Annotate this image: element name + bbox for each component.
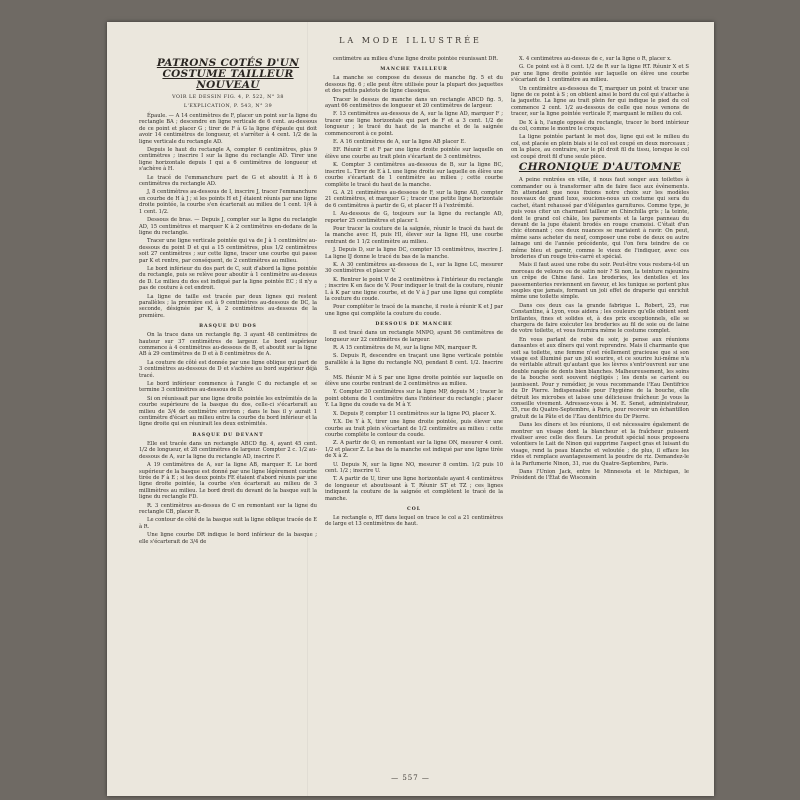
paragraph: Le contour de côté de la basque suit la ligne oblique tracée de E à R. xyxy=(139,517,317,530)
article-title-patrons: PATRONS COTÉS D'UN COSTUME TAILLEUR NOUVEAU xyxy=(156,57,300,91)
paragraph: Le bord inférieur commence à l'angle C du rectangle et se termine 3 centimètres au-dessous de D. xyxy=(139,381,317,394)
paragraph: J. Depuis D, sur la ligne DC, compter 15 centimètres, inscrire J. La ligne IJ donne le tracé du bas de la manche. xyxy=(325,247,503,260)
section-heading: COL xyxy=(407,506,421,512)
paragraph: Y. Compter 30 centimètres sur la ligne MP, depuis M ; tracer le point obtenu de 1 centimètre dans l'intérieur du rectangle ; placer Y. La ligne du coude va de M à Y. xyxy=(325,389,503,409)
paragraph: F. 13 centimètres au-dessous de A, sur la ligne AD, marquer F ; tracer une ligne horizontale qui part de F et a 3 cent. 1/2 de longueur ; le tracé du haut de la manche et de la saignée commenceront à ce point. xyxy=(325,111,503,137)
column-2 xyxy=(325,56,503,766)
closing-note: Dans l'Union Jack, entre le Minnesota et le Michigan, le Président de l'État de Wisconsin xyxy=(511,468,689,482)
paragraph: X. 4 centimètres au-dessus de c, sur la ligne o R, placer x. xyxy=(519,56,672,62)
paragraph: X. Depuis P, compter 11 centimètres sur la ligne PO, placer X. xyxy=(333,410,496,417)
paragraph: A 19 centimètres de A, sur la ligne AB, marquer E. Le bord supérieur de la basque est donné par une ligne légèrement courbe tirée de F à E ; si les deux points FE étaient d'abord réunis par une ligne droite pointée, la courbe s'en écarterait au milieu de 3 millimètres au milieu. Le bord droit du devant de la basque suit la ligne du rectangle FD. xyxy=(139,462,317,501)
paragraph: I. Au-dessous de G, toujours sur la ligne du rectangle AD, reporter 25 centimètres et placer I. xyxy=(325,211,503,224)
paragraph: S. Depuis R, descendre en traçant une ligne verticale pointée parallèle à la ligne du rectangle NO, pendant 8 cent. 1/2. Inscrire S. xyxy=(325,353,503,373)
article-title-chronique: CHRONIQUE D'AUTOMNE xyxy=(518,161,682,174)
paragraph: T. A partir de U, tirer une ligne horizontale ayant 4 centimètres de longueur et aboutissant à T. Réunir ST et TZ ; ces lignes indiquent la couture de la saignée et complètent le tracé de la manche. xyxy=(325,476,503,502)
running-title: LA MODE ILLUSTRÉE xyxy=(339,36,482,45)
paragraph: Un centimètre au-dessous de T, marquer un point et tracer une ligne de ce point à S ; on obtient ainsi le bord du col qui s'attache à la jaquette. La ligne au trait plein fer qui indique le pied du col commence 2 cent. 1/2 au-dessous de celle que nous venons de tracer, sur la ligne pointée verticale F, marquant le milieu du col. xyxy=(511,85,689,118)
paragraph: Épaule. — A 14 centimètres de F, placer un point sur la ligne du rectangle BA ; descendre en ligne verticale de 6 cent. au-dessous de ce point et placer G ; tirer de F à G la ligne d'épaule qui doit avoir 14 centimètres de longueur, et s'arrêter à 4 cent. 1/2 de la ligne verticale du rectangle AD. xyxy=(139,113,317,145)
paragraph: Depuis le haut du rectangle A, compter 6 centimètres, plus 9 centimètres ; inscrire I sur la ligne du rectangle AD. Tirer une ligne horizontale depuis I qui a 6 centimètres de longueur et s'achève à H. xyxy=(139,147,317,173)
paragraph: Si on réunissait par une ligne droite pointée les extrémités de la courbe supérieure de la basque du dos, celle-ci s'écarterait au milieu de 3/4 de centimètre environ ; dans le bas il y aurait 1 centimètre d'écart au milieu entre la courbe du bord inférieur et la ligne droite qui en réunirait les deux extrémités. xyxy=(139,395,317,428)
section-heading: BASQUE DU DOS xyxy=(199,324,257,330)
paragraph: La couture de côté est donnée par une ligne oblique qui part de 3 centimètres au-dessous de D et s'achève au bord supérieur déjà tracé. xyxy=(139,359,317,379)
paragraph: Y.X. De Y à X, tirer une ligne droite pointée, puis élever une courbe au trait plein s'écartant de 1/2 centimètre au milieu : cette courbe complète le contour du coude. xyxy=(325,419,503,438)
paragraph: Tracer le dessus de manche dans un rectangle ABCD fig. 5, ayant 66 centimètres de longueur et 20 centimètres de largeur. xyxy=(325,96,503,110)
paragraph: Tracer une ligne verticale pointée qui va de J à 1 centimètre au-dessous du point D et qui a 15 centimètres, plus 1/2 centimètres soit 27 centimètres ; sur cette ligne, tracer une courbe qui passe par K et rentre, par conséquent, de 2 centimètres au milieu. xyxy=(139,238,317,264)
paragraph: R. 3 centimètres au-dessus de C en remontant sur la ligne du rectangle CB, placer R. xyxy=(139,502,317,515)
paragraph: De X à h, l'angle opposé du rectangle, tracer le bord intérieur du col, comme le montre le croquis. xyxy=(511,119,689,133)
paragraph: K. Compter 3 centimètres au-dessous de B, sur la ligne BC, inscrire L. Tirer de E à L une ligne droite sur laquelle on élève une courbe s'écartant de 1 centimètre au milieu ; cette courbe complète le tracé du haut de la manche. xyxy=(325,162,503,188)
figure-reference: VOIR LE DESSIN FIG. 4, P. 522, N° 38 xyxy=(172,95,284,100)
paragraph: K. A 30 centimètres au-dessous de L, sur la ligne LC, mesurer 30 centimètres et placer V. xyxy=(325,261,503,275)
section-heading: MANCHE TAILLEUR xyxy=(380,67,448,73)
paragraph: La ligne de taille est tracée par deux lignes qui restent parallèles ; la première est à 9 centimètres au-dessous de DC, la seconde, désignée par K, à 2 centimètres au-dessous de la première. xyxy=(139,293,317,319)
paragraph: Elle est tracée dans un rectangle ABCD fig. 4, ayant 45 cent. 1/2 de longueur, et 28 centimètres de largeur. Compter 2 c. 1/2 au-dessous de A, sur la ligne du rectangle AD, inscrire F. xyxy=(139,440,317,460)
paragraph: U. Depuis N, sur la ligne NO, mesurer 8 centim. 1/2 puis 10 cent. 1/2 ; inscrire U. xyxy=(325,461,503,474)
paragraph: Dessous de bras. — Depuis J, compter sur la ligne du rectangle AD, 15 centimètres et marquer K à 2 centimètres en-dedans de la ligne du rectangle. xyxy=(139,217,317,236)
paragraph: G. A 21 centimètres au-dessous de F, sur la ligne AD, compter 21 centimètres, et marquer G ; tracer une petite ligne horizontale de 6 centimètres à partir de G, et placer H à l'extrémité. xyxy=(325,189,503,209)
paragraph: Une ligne courbe DR indique le bord inférieur de la basque ; elle s'écarterait de 3/4 de xyxy=(139,532,317,545)
paragraph: Dans ces deux cas la grande fabrique L. Robert, 25, rue Constantine, à Lyon, vous aidera ; les couleurs qu'elle obtient sont brillantes, fines et solides et, à des prix exceptionnels, elle se chargera de faire exécuter les broderies au fil de soie ou de laine de votre toilette, et vous fournira même le costume complet. xyxy=(511,302,689,335)
paragraph: Pour tracer la couture de la saignée, réunir le tracé du haut de la manche avec H, puis HI, élever sur la ligne HI, une courbe rentrant de 1 1/2 centimètre au milieu. xyxy=(325,225,503,245)
paragraph: Le tracé de l'emmanchure part de G et aboutit à H à 6 centimètres du rectangle AD. xyxy=(139,174,317,188)
paragraph: centimètre au milieu d'une ligne droite pointée réunissant DR. xyxy=(333,56,499,62)
paragraph: J, 8 centimètres au-dessous de I, inscrire J, tracer l'emmanchure en courbe de H à J ; si les points H et J étaient réunis par une ligne droite pointée, la courbe s'en écarterait au milieu de 1 cent. 1/4 à 1 cent. 1/2. xyxy=(139,189,317,215)
paragraph: Le bord inférieur du dos part de C, suit d'abord la ligne pointée du rectangle, puis se relève pour aboutir à 1 centimètre au-dessus de D. Le milieu du dos est indiqué par la ligne pointée EC ; il n'y a pas de couture à cet endroit. xyxy=(139,265,317,292)
paragraph: E. A 16 centimètres de A, sur la ligne AB placer E. xyxy=(333,139,466,146)
paragraph: Il est tracé dans un rectangle MNPO, ayant 56 centimètres de longueur sur 22 centimètres de largeur. xyxy=(325,330,503,343)
paragraph: R. A 15 centimètres de M, sur la ligne MN, marquer R. xyxy=(333,345,478,352)
paragraph: Pour compléter le tracé de la manche, il reste à réunir K et J par une ligne qui complète la couture du coude. xyxy=(325,304,503,317)
paragraph: En vous parlant de robe du soir, je pense aux réunions dansantes et aux dîners qui vont reprendre. Mais il charmante que soit sa toilette, une femme n'est réellement gracieuse que si son visage est illuminé par un joli sourire, et ce sourire lui-même n'a de véritable attrait qu'autant que les lèvres s'entr'ouvrent sur une double rangée de dents bien blanches. Malheureusement, les soins de la bouche sont souvent négligés ; les dents se carient ou jaunissent. Pour y remédier, je vous recommande l'Eau Dentifrice du Dr Pierre. Indispensable pour l'hygiène de la bouche, elle détruit les microbes et laisse une délicieuse fraîcheur. Je vous la conseille vivement. Adressez-vous à M. E. Senet, administrateur, 35, rue du Quatre-Septembre, à Paris, pour recevoir un échantillon gratuit de la Pâte et de l'Eau dentifrice du Dr Pierre. xyxy=(511,336,689,420)
paragraph: G. Ce point est à 8 cent. 1/2 de R sur la ligne RT. Réunir X et S par une ligne droite pointée sur laquelle on élève une courbe s'écartant de 1 centimètre au milieu. xyxy=(511,64,689,84)
page-number: — 557 — xyxy=(391,774,430,782)
paragraph: La manche se compose du dessus de manche fig. 5 et du dessous fig. 6 ; elle peut être utilisée pour la plupart des jaquettes et des petits paletots de ligne classique. xyxy=(325,75,503,95)
section-heading: DESSOUS DE MANCHE xyxy=(375,322,453,328)
column-3 xyxy=(511,56,689,766)
magazine-page xyxy=(107,22,714,796)
explanation-reference: L'EXPLICATION, P. 543, N° 39 xyxy=(183,104,273,109)
column-1 xyxy=(139,56,317,766)
paragraph: Mais il faut aussi une robe du soir. Peut-être vous restera-t-il un morceau de velours ou de satin noir ? Si non, la teinture rajeunira un crêpe de Chine fané. Les broderies, les dentelles et les passementeries reviennent en faveur, et les tunique se portent plus souples que jamais, formant un joli effet de draperie qui enrichit même une toilette simple. xyxy=(511,262,689,301)
paragraph: Dans les dîners et les réunions, il est nécessaire également de montrer un visage dont la blancheur et la fraîcheur puissent rivaliser avec celle des fleurs. Le produit spécial nous proposera volontiers le Lait de Ninon qui supprime l'aspect gras et luisant du visage, rend la peau blanche et veloutée ; de plus, il efface les rides et remplace avantageusement la poudre de riz. Demandez-le à la Parfumerie Ninon, 31, rue du Quatre-Septembre, Paris. xyxy=(511,422,689,467)
paragraph: EF. Réunir E et F par une ligne droite pointée sur laquelle on élève une courbe au trait plein s'écartant de 3 centimètres. xyxy=(325,147,503,160)
paragraph: Z. A partir de O, en remontant sur la ligne ON, mesurer 4 cent. 1/2 et placer Z. Le bas de la manche est indiqué par une ligne tirée de X à Z. xyxy=(325,440,503,460)
paragraph: K. Rentrer le point V de 2 centimètres à l'intérieur du rectangle ; inscrire K en face de V. Pour indiquer le trait de la couture, réunir L à K par une ligne courbe, et de V à J par une ligne qui complète la couture du coude. xyxy=(325,276,503,302)
paragraph: A peine rentrées en ville, il nous faut songer aux toilettes à commander ou à transformer afin de faire face aux événements. En attendant que nous fixions notre choix sur les modèles nouveaux de grand luxe, soucions-nous un costume qui sera du cachet, étant rehaussé par d'élégantes garnitures. Comme type, je puis vous citer un charmant tailleur en Chinchilla gris ; la teinte, dont le grand col châle, les parements et la large panneau du devant de la jupe étaient brodés en rouge cramoisi. C'était d'un chic étonnant ; ces deux nuances se mariaient à ravir. On peut, même sans acheter du neuf, composer une robe de deux ou autre lainage uni de l'année précédente, qui l'on fera teindre de ce même bleu et garnir, comme le vieux de l'indiquer, avec ces broderies d'un rouge très-carré et spécial. xyxy=(511,177,689,260)
paragraph: MS. Réunir M à S par une ligne droite pointée sur laquelle on élève une courbe rentrant de 2 centimètres au milieu. xyxy=(325,374,503,388)
paragraph: Le rectangle o, RT dans lequel on trace le col a 21 centimètres de large et 13 centimètres de haut. xyxy=(325,514,503,528)
paragraph: On la trace dans un rectangle fig. 3 ayant 48 centimètres de hauteur sur 37 centimètres de largeur. Le bord supérieur commence à 4 centimètres au-dessous de B, et aboutit sur la ligne AB à 29 centimètres de D et à 8 centimètres de A. xyxy=(139,332,317,358)
paragraph: La ligne pointée partant le mot dos, ligne qui est le milieu du col, est placée en plein biais si le col est coupé en deux morceaux ; on la place, au contraire, sur le pli droit fil du tissu, lorsque le col est coupé droit fil d'une seule pièce. xyxy=(511,134,689,160)
section-heading: BASQUE DU DEVANT xyxy=(192,432,264,438)
